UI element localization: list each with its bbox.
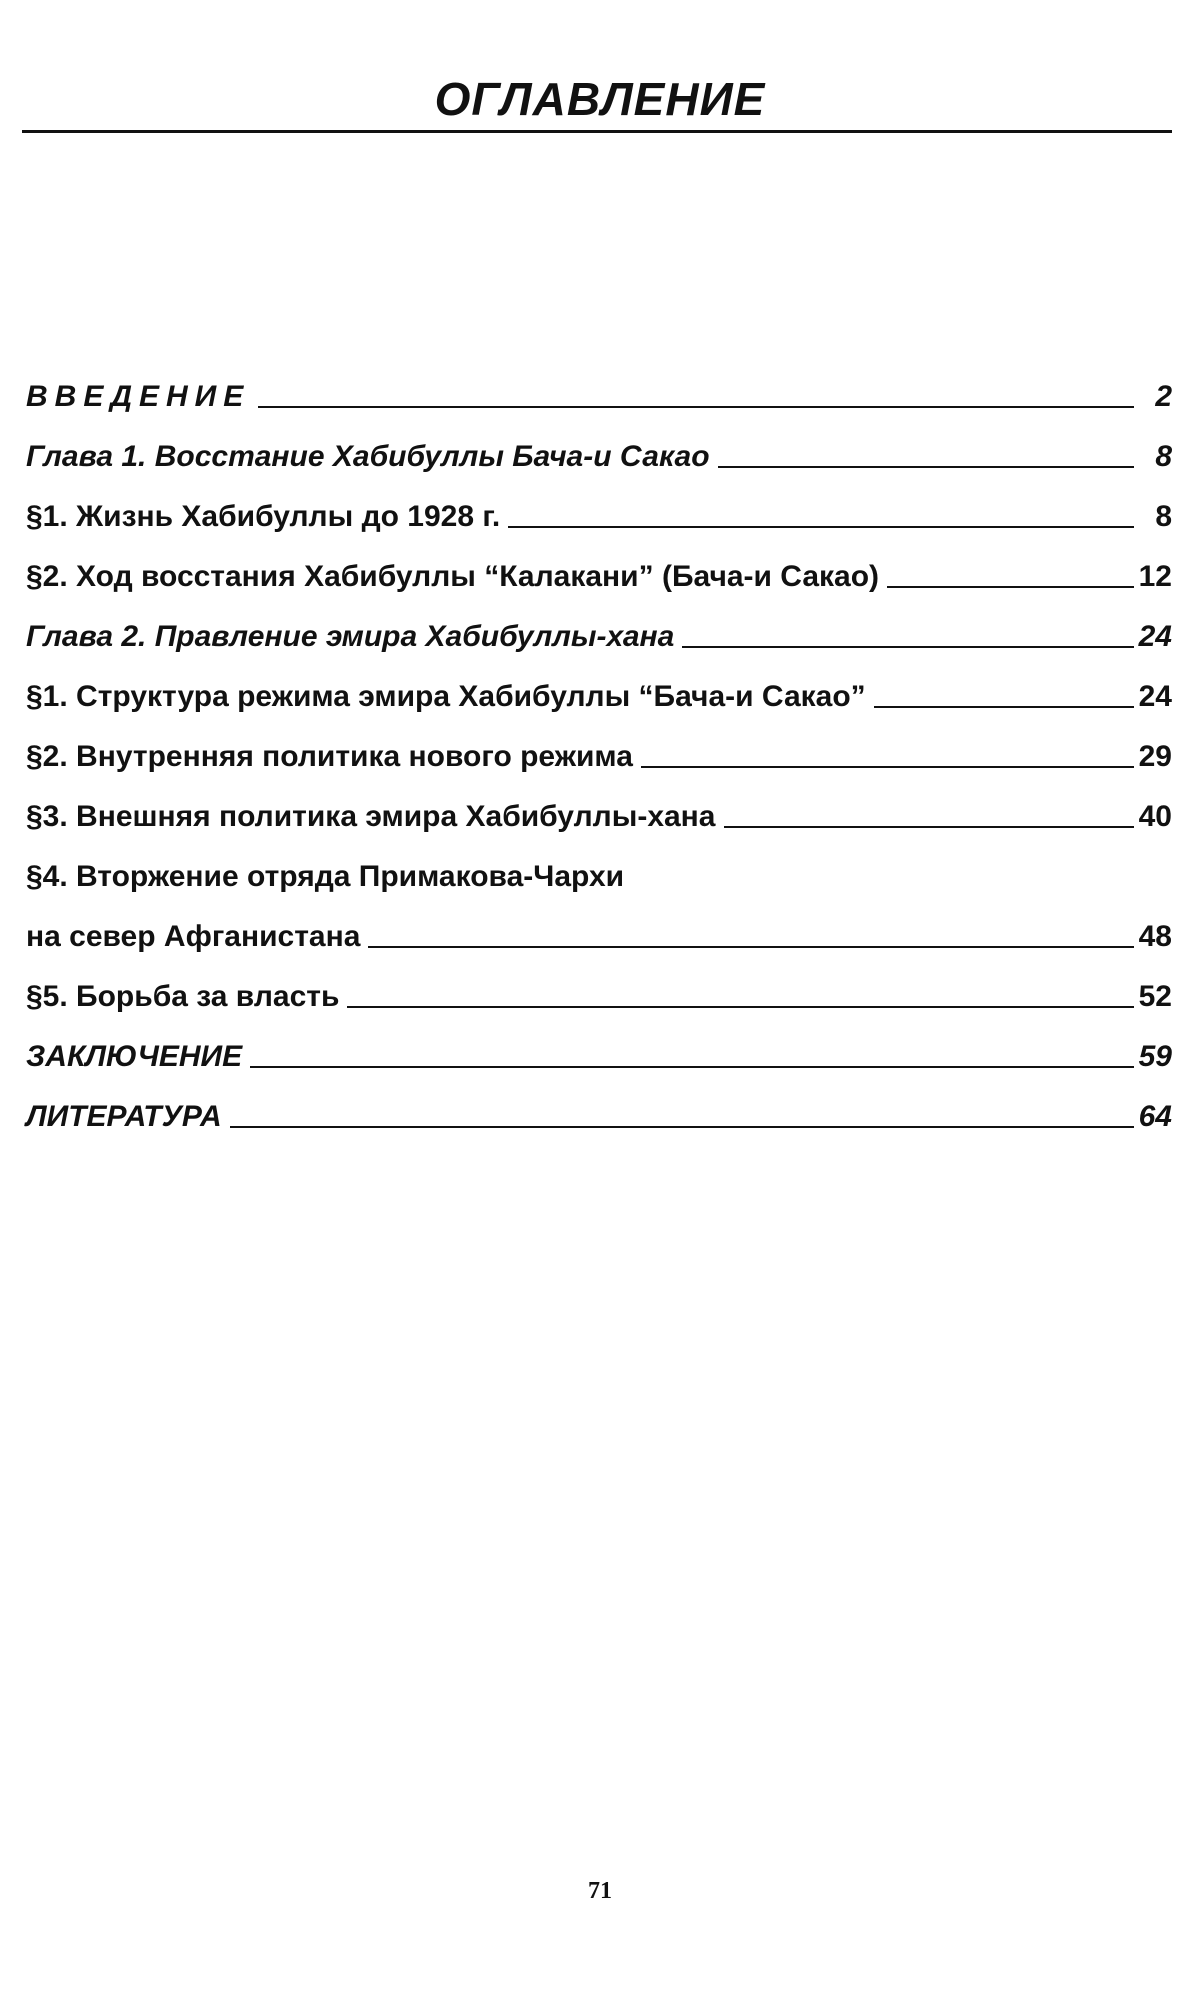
toc-entry-conclusion <box>26 1018 1172 1078</box>
toc-entry-ch2-section-1 <box>26 658 1172 718</box>
toc-entry-introduction <box>26 358 1172 418</box>
toc-entry-label: §1. Жизнь Хабибуллы до 1928 г. <box>26 500 501 533</box>
toc-entry-page: 40 <box>1138 800 1172 833</box>
toc-entry-page: 24 <box>1138 620 1172 653</box>
toc-entry-page: 24 <box>1138 680 1172 713</box>
table-of-contents <box>26 358 1172 1138</box>
toc-entry-ch2-section-2 <box>26 718 1172 778</box>
toc-entry-ch1-section-1 <box>26 478 1172 538</box>
toc-entry-page: 2 <box>1155 380 1172 413</box>
toc-leader-line <box>641 766 1134 768</box>
toc-entry-page: 59 <box>1138 1040 1172 1073</box>
toc-leader-line <box>250 1066 1134 1068</box>
toc-entry-literature <box>26 1078 1172 1138</box>
toc-entry-chapter-1 <box>26 418 1172 478</box>
toc-entry-label: Глава 1. Восстание Хабибуллы Бача-и Сакао <box>26 440 710 473</box>
toc-entry-page: 48 <box>1138 920 1172 953</box>
page-title: ОГЛАВЛЕНИЕ <box>434 73 766 125</box>
toc-leader-line <box>230 1126 1134 1128</box>
toc-leader-line <box>258 406 1134 408</box>
toc-entry-page: 29 <box>1138 740 1172 773</box>
toc-entry-page: 52 <box>1138 980 1172 1013</box>
toc-entry-page: 8 <box>1155 440 1172 473</box>
toc-entry-ch2-section-4-line-2 <box>26 898 1172 958</box>
toc-entry-ch2-section-5 <box>26 958 1172 1018</box>
toc-entry-chapter-2 <box>26 598 1172 658</box>
toc-entry-label: §1. Структура режима эмира Хабибуллы “Бача-и Сакао” <box>26 680 866 713</box>
toc-leader-line <box>682 646 1134 648</box>
toc-entry-label: §2. Внутренняя политика нового режима <box>26 740 633 773</box>
toc-entry-label: §3. Внешняя политика эмира Хабибуллы-хана <box>26 800 716 833</box>
toc-entry-page: 8 <box>1155 500 1172 533</box>
toc-entry-label: ВВЕДЕНИЕ <box>26 380 251 413</box>
title-underline <box>22 130 1172 133</box>
toc-entry-label: Глава 2. Правление эмира Хабибуллы-хана <box>26 620 675 653</box>
toc-entry-ch1-section-2 <box>26 538 1172 598</box>
toc-leader-line <box>508 526 1134 528</box>
toc-leader-line <box>874 706 1134 708</box>
toc-entry-label-continued: на север Афганистана <box>26 920 361 953</box>
toc-entry-label: §4. Вторжение отряда Примакова-Чархи <box>26 860 625 893</box>
toc-leader-line <box>887 586 1134 588</box>
toc-leader-line <box>368 946 1134 948</box>
toc-entry-page: 12 <box>1138 560 1172 593</box>
page-number: 71 <box>588 1878 612 1904</box>
toc-entry-page: 64 <box>1138 1100 1172 1133</box>
toc-entry-label: ЗАКЛЮЧЕНИЕ <box>26 1040 243 1073</box>
toc-entry-label: ЛИТЕРАТУРА <box>26 1100 222 1133</box>
toc-leader-line <box>724 826 1135 828</box>
toc-entry-ch2-section-3 <box>26 778 1172 838</box>
toc-entry-ch2-section-4-line-1 <box>26 838 1172 898</box>
toc-entry-label: §5. Борьба за власть <box>26 980 340 1013</box>
toc-leader-line <box>347 1006 1134 1008</box>
toc-entry-label: §2. Ход восстания Хабибуллы “Калакани” (Бача-и Сакао) <box>26 560 880 593</box>
toc-leader-line <box>718 466 1134 468</box>
